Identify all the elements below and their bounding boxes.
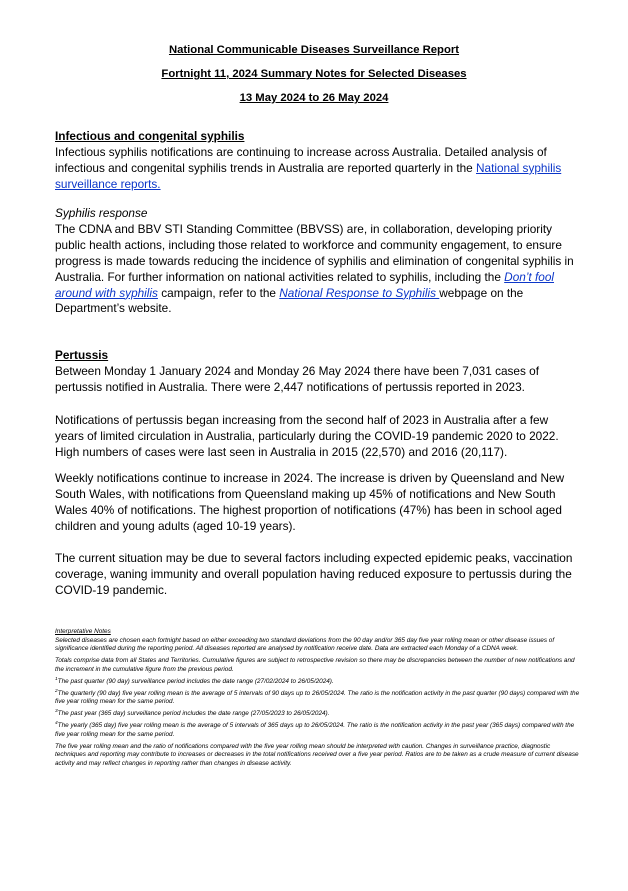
pertussis-paragraph-4: The current situation may be due to several factors including expected epidemic peaks, vaccination coverage, waning immunity and overall population having reduced exposure to pertussis during the COVID-19 pandemic. [55,551,573,597]
interpretative-notes [55,628,580,772]
note-totals: Totals comprise data from all States and Territories. Cumulative figures are subject to retrospective revision so there may be discrepancies between the number of new notifications and the increment in the cumulative figure from the previous period. [55,657,575,673]
syphilis-section [55,129,580,193]
note-quarter-period: $^1$The past quarter (90 day) surveillance period includes the date range (27/02/2024 to 26/05/2024). [55,676,334,685]
pertussis-paragraph-2: Notifications of pertussis began increasing from the second half of 2023 in Australia after a few years of limited circulation in Australia, particularly during the COVID-19 pandemic 2020 to 2022. High numbers of cases were last seen in Australia in 2015 (22,570) and 2016 (20,117). [55,413,559,459]
syphilis-response-heading: Syphilis response [55,206,148,220]
report-title: National Communicable Diseases Surveillance Report [168,44,460,56]
syphilis-surveillance-link[interactable]: National syphilis surveillance reports. [55,160,562,191]
note-quarter-mean: $^2$The quarterly (90 day) five year rolling mean is the average of 5 intervals of 90 days up to 26/05/2024. The ratio is the notification activity in the past quarter (90 days) compared with the five year rolling mean for the same period. [55,688,580,706]
pertussis-paragraph-3: Weekly notifications continue to increase in 2024. The increase is driven by Queensland and New South Wales, with notifications from Queensland making up 45% of notifications and New South Wales 40% of notifications. The highest proportion of notifications (47%) has been in school aged children and young adults (aged 10-19 years). [55,471,565,533]
response-text-3: webpage on the Department’s website. [55,285,524,316]
syphilis-paragraph [55,145,580,193]
note-selection: Selected diseases are chosen each fortnight based on either exceeding two standard deviations from the 90 day and/or 365 day five year rolling mean or other disease issues of significance identified during the reporting period. All diseases reported are analysed by notification receive date. Data are extracted each Monday of a CDNA week. [55,636,555,653]
national-response-link[interactable]: National Response to Syphilis [279,285,440,300]
response-text-2: campaign, refer to the [157,285,280,300]
response-text-1: The CDNA and BBV STI Standing Committee (BBVSS) are, in collaboration, developing priority public health actions, including those related to workforce and community engagement, to ensure progress is made towards reducing the incidence of syphilis and elimination of congenital syphilis in Australia. For further information on national activities related to syphilis, including the [55,221,574,284]
syphilis-heading: Infectious and congenital syphilis [55,129,245,143]
syphilis-response-paragraph [55,222,580,317]
report-subtitle: Fortnight 11, 2024 Summary Notes for Selected Diseases [161,68,467,80]
note-caution: The five year rolling mean and the ratio of notifications compared with the five year rolling mean should be interpreted with caution. Changes in surveillance practice, diagnostic techniques and reporting may contribute to increases or decreases in the total notifications received over a five year period. Ratios are to be taken as a crude measure of current disease activity and may reflect changes in reporting rather than changes in disease activity. [55,742,579,768]
report-date-range: 13 May 2024 to 26 May 2024 [239,92,389,104]
syphilis-response-section [55,206,580,317]
note-year-mean: $^4$The yearly (365 day) five year rolling mean is the average of 5 intervals of 365 days up to 26/05/2024. The ratio is the notification activity in the past year (365 days) compared with the five year rolling mean for the same period. [55,721,575,738]
pertussis-section [55,348,580,396]
syphilis-text: Infectious syphilis notifications are continuing to increase across Australia. Detailed analysis of infectious and congenital syphilis trends in Australia are reported quarterly in the [55,144,547,175]
notes-heading: Interpretative Notes [55,628,111,635]
note-year-period: $^3$The past year (365 day) surveillance period includes the date range (27/05/2023 to 26/05/2024). [55,709,330,718]
pertussis-paragraph-1: Between Monday 1 January 2024 and Monday 26 May 2024 there have been 7,031 cases of pertussis notified in Australia. There were 2,447 notifications of pertussis reported in 2023. [55,363,540,394]
dont-fool-around-link[interactable]: Don’t fool around with syphilis [55,269,555,300]
pertussis-heading: Pertussis [55,348,109,362]
